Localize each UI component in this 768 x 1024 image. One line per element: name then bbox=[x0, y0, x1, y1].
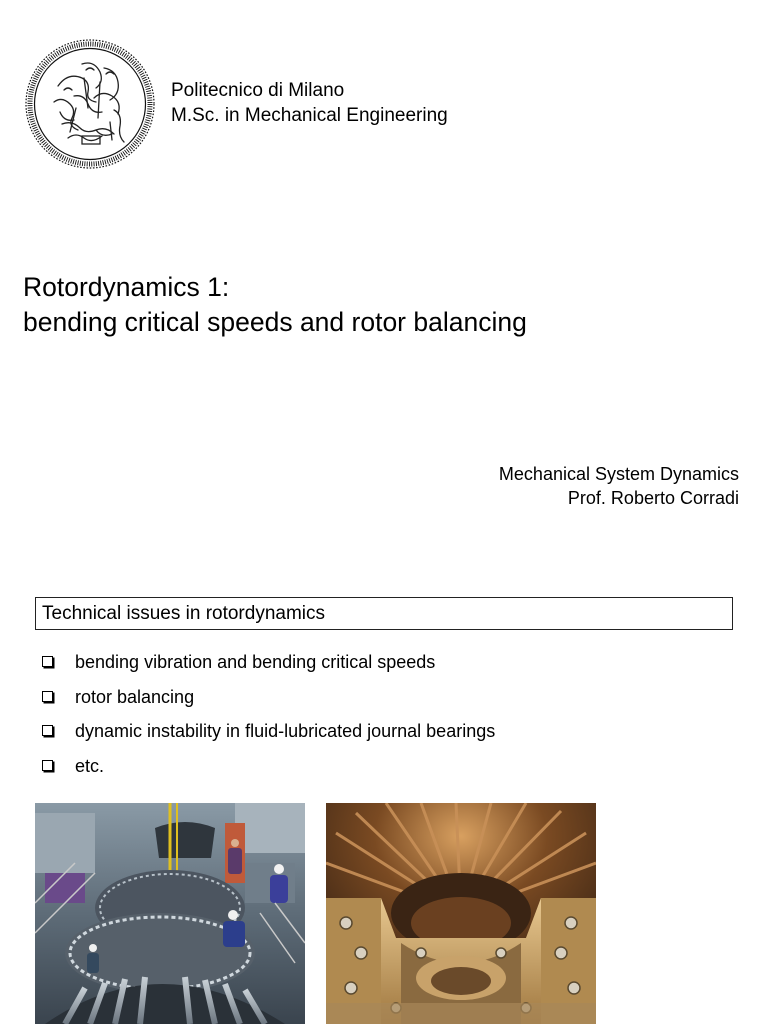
list-item-text: dynamic instability in fluid-lubricated journal bearings bbox=[75, 721, 496, 741]
institution-name: Politecnico di Milano bbox=[171, 80, 345, 101]
list-item bbox=[42, 685, 495, 720]
course-info bbox=[499, 462, 739, 510]
turbine-rotor-assembly-photo bbox=[35, 803, 305, 1024]
list-item-text: bending vibration and bending critical speeds bbox=[75, 652, 436, 672]
politecnico-seal-icon bbox=[24, 38, 156, 170]
program-name: M.Sc. in Mechanical Engineering bbox=[171, 105, 448, 126]
issues-list bbox=[42, 650, 495, 788]
title-line-2: bending critical speeds and rotor balancing bbox=[23, 307, 527, 337]
institution-header bbox=[171, 78, 448, 128]
list-item bbox=[42, 754, 495, 789]
list-item-text: rotor balancing bbox=[75, 686, 195, 707]
section-heading: Technical issues in rotordynamics bbox=[35, 597, 733, 630]
professor-name: Prof. Roberto Corradi bbox=[567, 488, 739, 508]
course-name: Mechanical System Dynamics bbox=[498, 464, 739, 484]
checkbox-icon bbox=[42, 656, 53, 667]
page-title bbox=[23, 270, 527, 340]
list-item bbox=[42, 650, 495, 685]
checkbox-icon bbox=[42, 691, 53, 702]
journal-bearing-photo bbox=[326, 803, 596, 1024]
checkbox-icon bbox=[42, 760, 53, 771]
title-line-1: Rotordynamics 1: bbox=[23, 272, 230, 302]
list-item bbox=[42, 719, 495, 754]
list-item-text: etc. bbox=[75, 755, 105, 776]
checkbox-icon bbox=[42, 725, 53, 736]
